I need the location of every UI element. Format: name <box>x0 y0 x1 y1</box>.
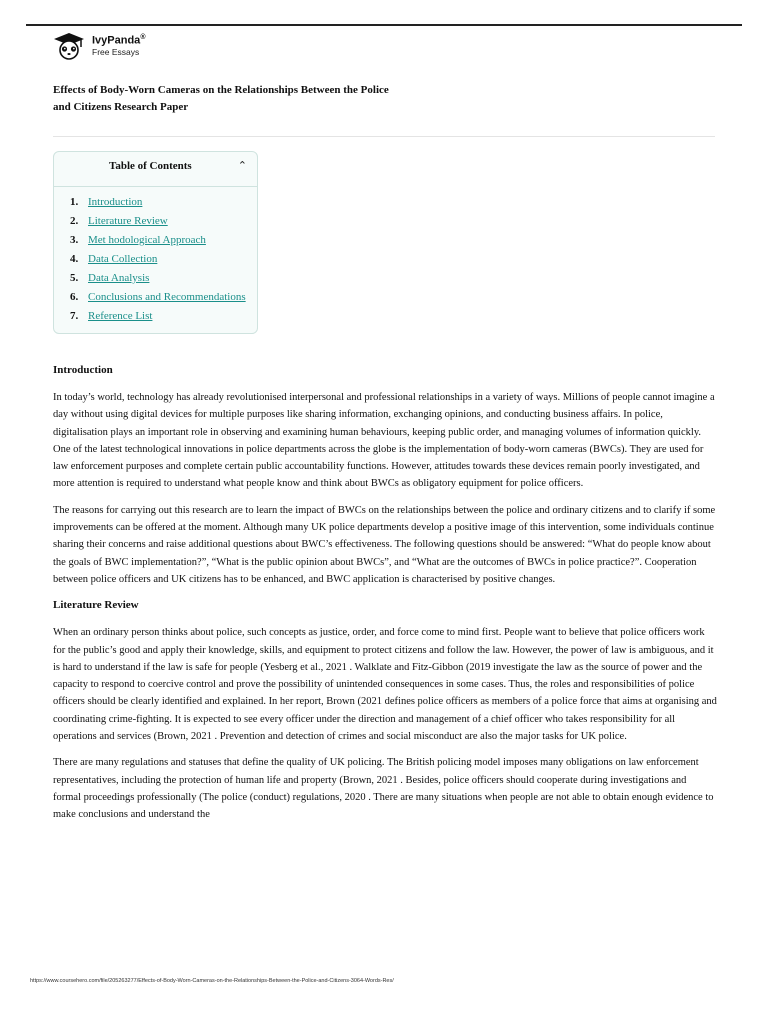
brand-name: IvyPanda® <box>92 34 146 47</box>
toc-title: Table of Contents <box>109 160 192 172</box>
brand-header[interactable] <box>52 30 145 60</box>
toc-link-literature-review[interactable]: Literature Review <box>88 215 168 227</box>
paragraph: There are many regulations and statuses that define the quality of UK policing. The British policing model imposes many obligations on law enforcement representatives, including the protection of human life and property (Brown, 2021 . Besides, police officers should cooperate during investigations and formal proceedings professionally (The police (conduct) regulations, 2020 . There are many situations when people are not able to obtain enough evidence to make conclusions and understand the <box>53 757 714 821</box>
top-rule <box>26 24 742 26</box>
document-title: Effects of Body-Worn Cameras on the Relationships Between the Police and Citizens Research Paper <box>53 84 389 113</box>
toc-link-methodological-approach[interactable]: Met hodological Approach <box>88 234 206 246</box>
toc-item: 5. Data Analysis <box>70 272 246 291</box>
chevron-up-icon[interactable]: ⌃ <box>237 159 247 172</box>
toc-item: 1. Introduction <box>70 196 246 215</box>
toc-item: 7. Reference List <box>70 310 246 329</box>
graduation-panda-icon <box>52 30 86 60</box>
toc-link-data-collection[interactable]: Data Collection <box>88 253 158 265</box>
toc-link-data-analysis[interactable]: Data Analysis <box>88 272 150 284</box>
toc-item: 3. Met hodological Approach <box>70 234 246 253</box>
paragraph: When an ordinary person thinks about police, such concepts as justice, order, and force come to mind first. People want to believe that police officers work for the public’s good and apply their knowledge, skills, and equipment to protect citizens and follow the law. However, the power of law is ambiguous, and it is hard to understand if the law is safe for people (Yesberg et al., 2021 . Walklate and Fitz-Gibbon (2019 investigate the law as the source of power and the capacity to respond to coercive control and prove the possibility of unintended consequences in some cases. Thus, the roles and responsibilities of police officers should be clearly identified and explained. In her report, Brown (2021 defines police officers as members of a police force that aims at organising and coordinating crime-fighting. It is expected to see every officer under the direction and management of a chief officer who takes responsibility for all operations and services (Brown, 2021 . Prevention and detection of crimes and social misconduct are also the major tasks for UK police. <box>53 627 717 743</box>
toc-item: 4. Data Collection <box>70 253 246 272</box>
section-heading-literature-review: Literature Review <box>53 599 139 612</box>
footer-source-url[interactable]: https://www.coursehero.com/file/205263277/Effects-of-Body-Worn-Cameras-on-the-Relationships-Between-the-Police-and-Citizens-3064-Words-Res/ <box>30 978 394 984</box>
toc-link-reference-list[interactable]: Reference List <box>88 310 153 322</box>
brand-tagline: Free Essays <box>92 46 140 57</box>
toc-link-conclusions[interactable]: Conclusions and Recommendations <box>88 291 246 303</box>
paragraph: The reasons for carrying out this research are to learn the impact of BWCs on the relationships between the police and ordinary citizens and to clarify if some improvements can be offered at the moment. Although many UK police departments develop a positive image of this intervention, some individuals continue sharing their concerns and raise additional questions about BWC’s effectiveness. The following questions should be answered: “What do people know about the goals of BWC implementation?”, “What is the public opinion about BWCs”, and “What are the outcomes of BWCs in police practice?”. Cooperation between police officers and UK citizens has to be enhanced, and BWC application is characterised by positive changes. <box>53 504 716 585</box>
toc-link-introduction[interactable]: Introduction <box>88 196 143 208</box>
section-heading-introduction: Introduction <box>53 364 113 376</box>
divider <box>53 136 715 137</box>
article-body <box>53 362 717 833</box>
toc-header[interactable] <box>54 152 257 187</box>
toc-item: 6. Conclusions and Recommendations <box>70 291 246 310</box>
toc-item: 2. Literature Review <box>70 215 246 234</box>
table-of-contents <box>53 151 258 334</box>
paragraph: In today’s world, technology has already revolutionised interpersonal and professional relationships in a variety of ways. Millions of people cannot imagine a day without using digital devices for multiple purposes like sharing information, exchanging opinions, and conducting business affairs. In police, digitalisation plays an important role in observing and examining human behaviours, keeping public order, and managing volumes of information quickly. One of the latest technological innovations in police departments across the globe is the implementation of body-worn cameras (BWCs). They are used for law enforcement purposes and complete certain public accountability functions. However, attitudes towards these devices remain poorly investigated, and more attention is required to understand what people know and think about BWCs as obligatory equipment for police officers. <box>53 392 715 490</box>
toc-list <box>70 196 246 329</box>
